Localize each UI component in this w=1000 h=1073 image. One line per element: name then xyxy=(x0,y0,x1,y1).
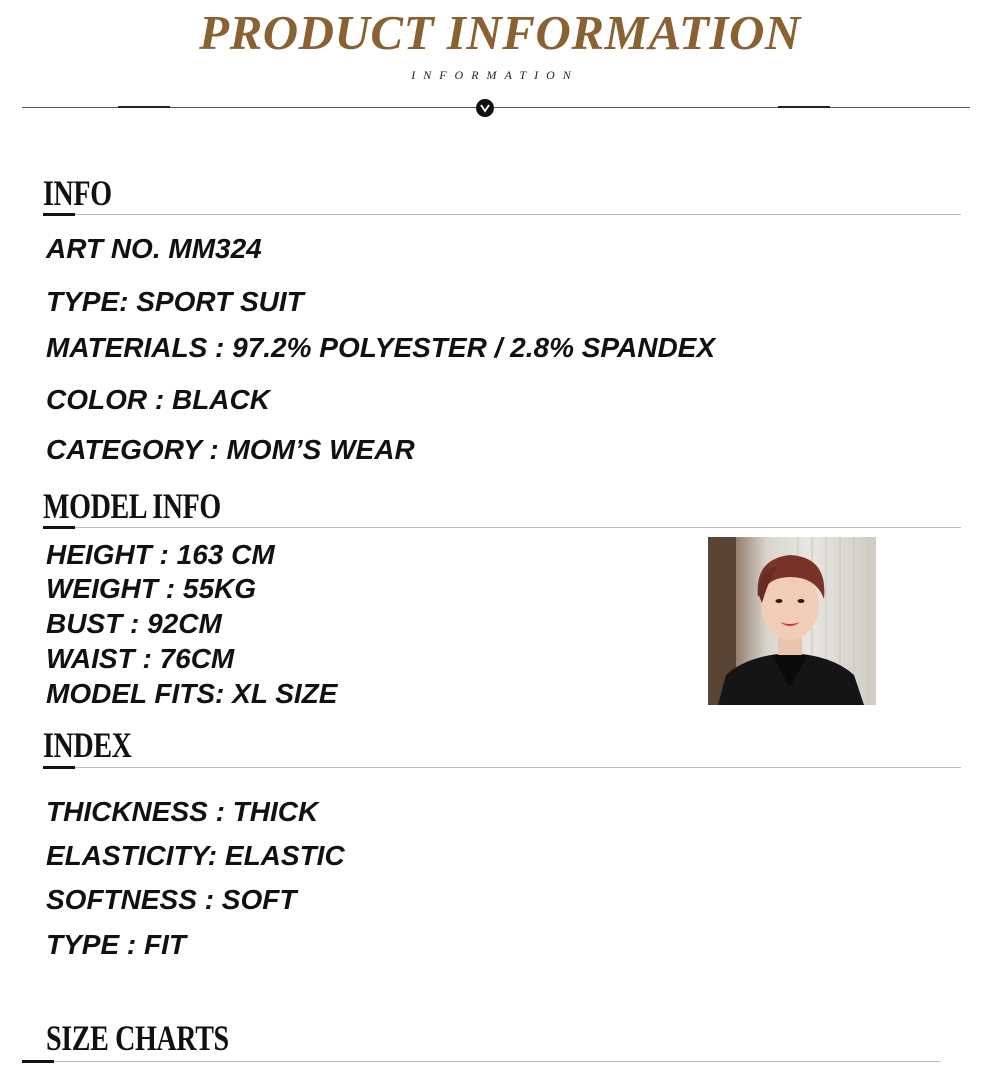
index-line-elasticity: ELASTICITY: ELASTIC xyxy=(46,840,345,871)
section-mark-index xyxy=(43,766,75,769)
section-mark-info xyxy=(43,213,75,216)
model-line-waist: WAIST : 76CM xyxy=(46,643,235,674)
section-mark-model-info xyxy=(43,526,75,529)
info-line-art-no: ART NO. MM324 xyxy=(46,233,262,264)
chevron-down-icon xyxy=(476,99,494,117)
header-divider-accent-left xyxy=(118,106,170,108)
page-subtitle: INFORMATION xyxy=(411,68,579,82)
info-line-category: CATEGORY : MOM’S WEAR xyxy=(46,434,415,465)
section-rule-info xyxy=(43,214,961,215)
section-heading-info: INFO xyxy=(43,173,112,213)
section-rule-index xyxy=(43,767,961,768)
model-line-fits: MODEL FITS: XL SIZE xyxy=(46,678,338,709)
index-line-type: TYPE : FIT xyxy=(46,929,186,960)
model-photo xyxy=(708,537,876,705)
index-line-softness: SOFTNESS : SOFT xyxy=(46,884,297,915)
info-line-type: TYPE: SPORT SUIT xyxy=(46,286,304,317)
section-rule-size-charts xyxy=(22,1061,940,1062)
section-mark-size-charts xyxy=(22,1060,54,1063)
section-heading-index: INDEX xyxy=(43,725,132,765)
section-heading-model-info: MODEL INFO xyxy=(43,486,221,526)
info-line-color: COLOR : BLACK xyxy=(46,384,270,415)
section-rule-model-info xyxy=(43,527,961,528)
info-line-materials: MATERIALS : 97.2% POLYESTER / 2.8% SPANDEX xyxy=(46,332,716,363)
model-line-height: HEIGHT : 163 CM xyxy=(46,539,275,570)
model-line-weight: WEIGHT : 55KG xyxy=(46,573,257,604)
model-line-bust: BUST : 92CM xyxy=(46,608,222,639)
page-title: PRODUCT INFORMATION xyxy=(199,5,801,60)
section-heading-size-charts: SIZE CHARTS xyxy=(46,1018,229,1058)
index-line-thickness: THICKNESS : THICK xyxy=(46,796,319,827)
header-divider-accent-right xyxy=(778,106,830,108)
